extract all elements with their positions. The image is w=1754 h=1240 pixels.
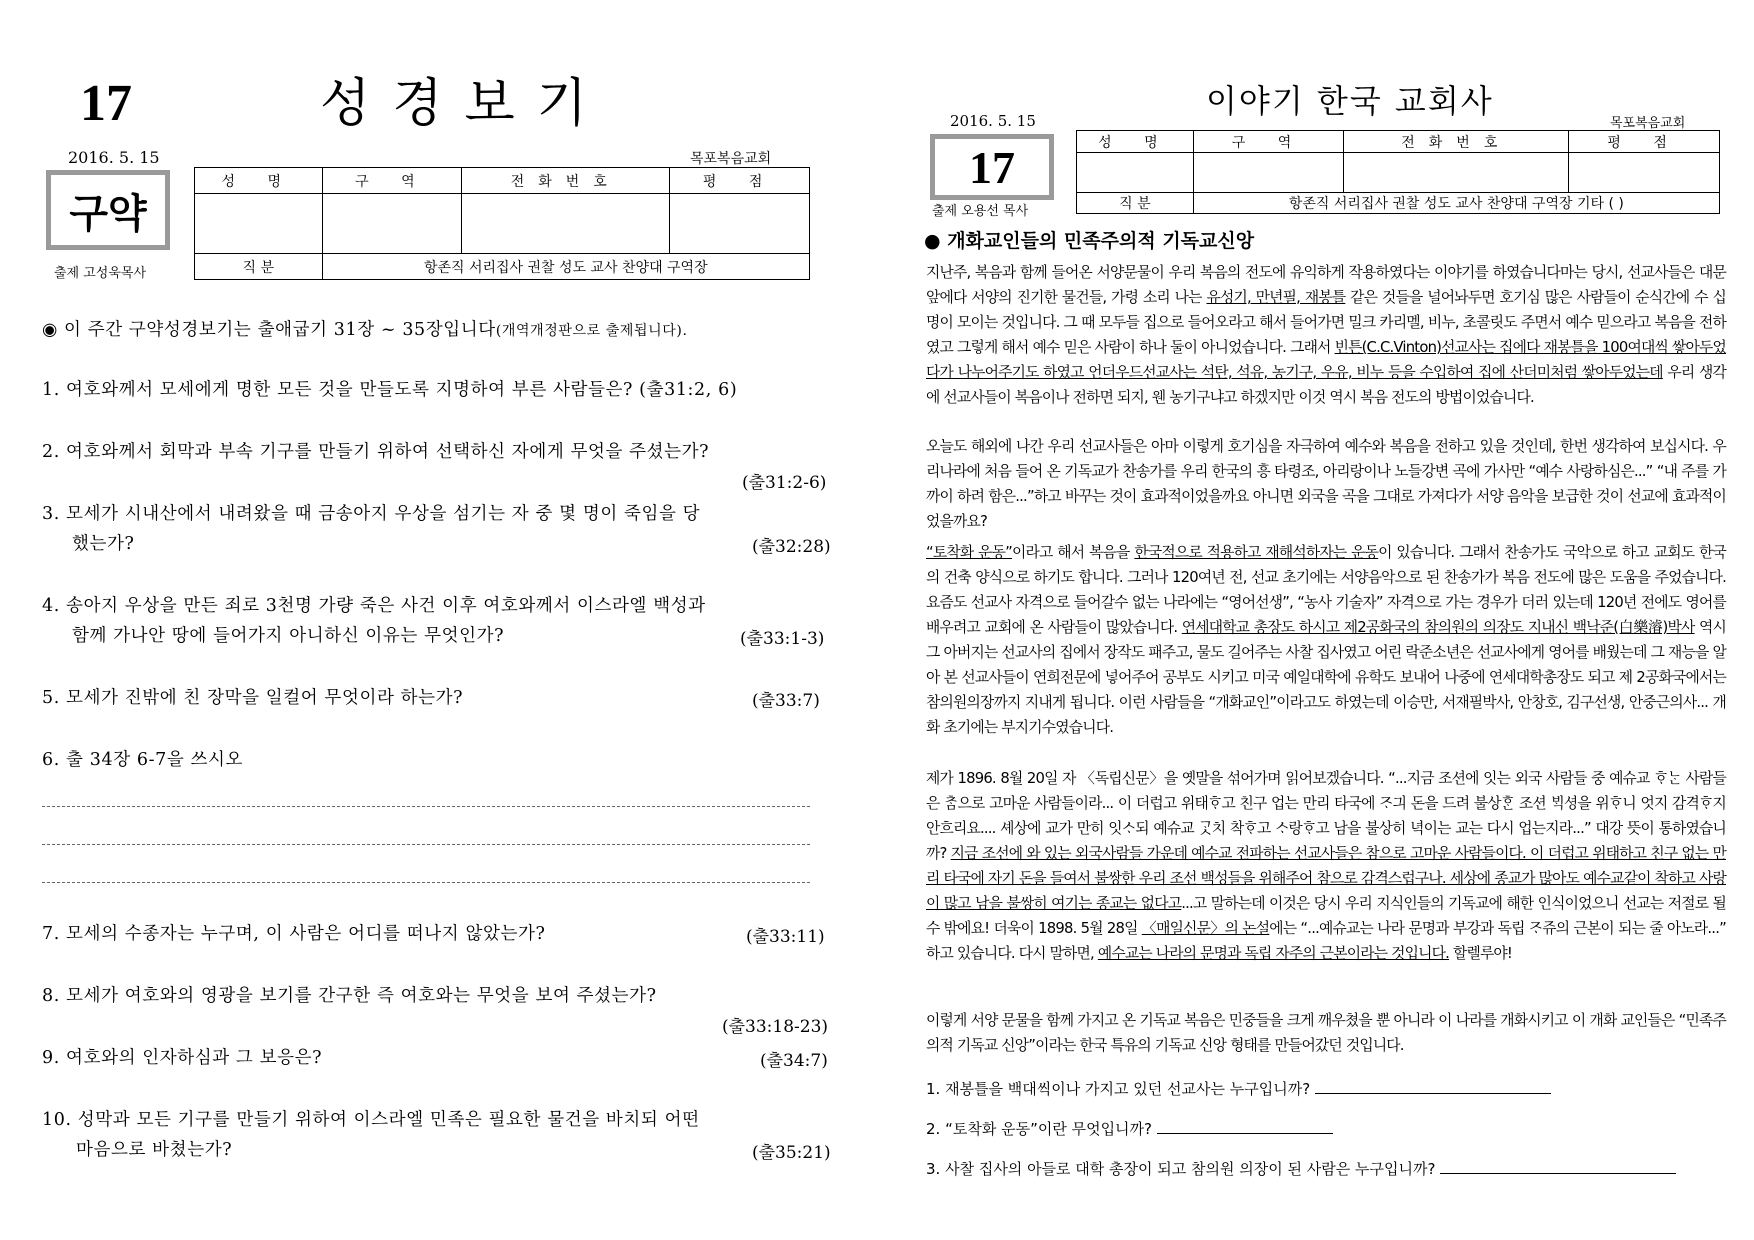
role-label: 직 분 <box>195 254 323 280</box>
testament-badge: 구약 <box>46 170 170 250</box>
district-field[interactable] <box>322 194 462 254</box>
paragraph-1 <box>926 260 1726 410</box>
lesson-number: 17 <box>80 75 132 132</box>
date: 2016. 5. 15 <box>68 148 160 167</box>
question-8: 8. 모세가 여호와의 영광을 보기를 간구한 즉 여호와는 무엇을 보여 주셨는가? <box>42 986 657 1006</box>
answer-line-3[interactable] <box>42 882 810 883</box>
p4-text-d: 할렐루야! <box>1449 945 1513 962</box>
question-4-cont: 함께 가나안 땅에 들어가지 아니하신 이유는 무엇인가? <box>72 626 505 646</box>
name-field[interactable] <box>195 194 323 254</box>
district-field[interactable] <box>1193 153 1344 193</box>
p4-text-b: ...고 말하는데 이것은 당시 우리 지식인들의 기독교에 해한 인식이었으니 선교는 저절로 될 수 밖에요! 더욱이 1898. 5월 28일 <box>926 895 1726 937</box>
history-title: 이야기 한국 교회사 <box>1206 82 1494 120</box>
history-question-1 <box>926 1078 1551 1099</box>
author: 출제 고성욱목사 <box>54 266 147 281</box>
question-3-ref: (출32:28) <box>752 537 831 557</box>
history-info-table <box>1076 130 1720 214</box>
header-phone: 전화번호 <box>462 168 670 194</box>
p1-underline-2: 빈튼(C.C.Vinton)선교사는 집에다 재봉틀을 100여대씩 쌓아두었다가 나누어주기도 하였고 언더우드선교사는 석탄, 석유, 농기구, 우유, 비누 등을 수입하여 집에 산더미처럼 쌓아두었는데 <box>926 339 1726 381</box>
role-options[interactable]: 항존직 서리집사 권찰 성도 교사 찬양대 구역장 기타 ( ) <box>1193 193 1719 214</box>
page-title: 성경보기 <box>320 74 609 134</box>
history-question-1-text: 1. 재봉틀을 백대씩이나 가지고 있던 선교사는 누구입니까? <box>926 1080 1311 1098</box>
history-question-2 <box>926 1118 1333 1139</box>
score-field[interactable] <box>1569 153 1720 193</box>
answer-blank-2[interactable] <box>1157 1118 1333 1134</box>
question-3: 3. 모세가 시내산에서 내려왔을 때 금송아지 우상을 섬기는 자 중 몇 명이 죽임을 당 <box>42 504 701 524</box>
history-question-3 <box>926 1158 1676 1179</box>
header-district: 구 역 <box>322 168 462 194</box>
header-name: 성 명 <box>195 168 323 194</box>
header-score: 평 점 <box>1569 131 1720 153</box>
history-question-2-text: 2. “토착화 운동”이란 무엇입니까? <box>926 1120 1153 1138</box>
p4-underline-1: 지금 조선에 와 있는 외국사람들 가운데 예수교 전파하는 선교사들은 참으로 고마운 사람들이다. 이 더럽고 위태하고 친구 없는 만리 타국에 자기 돈을 들여서 불쌍한 우리 조선 백성들을 위해주어 참으로 감격스럽구나. 세상에 종교가 많아도 예수교같이 착하고 사랑이 많고 남을 불쌍히 여기는 종교는 없다고 <box>926 845 1726 912</box>
question-5-ref: (출33:7) <box>752 691 820 711</box>
question-7-ref: (출33:11) <box>746 927 825 947</box>
p3-text-c: 역시 그 아버지는 선교사의 집에서 장작도 패주고, 물도 길어주는 사찰 집사였고 어린 락준소년은 선교사에게 영어를 배웠는데 그 재능을 알아 본 선교사들이 연희전문에 넣어주어 공부도 시키고 미국 예일대학에 유학도 보내어 나중에 연세대학총장도 되고 제 2공화국에서는 참의원의장까지 지내게 됩니다. 이런 사람들을 “개화교인”이라고도 하였는데 이승만, 서재필박사, 안창호, 김구선생, 안중근의사... 개화 초기에는 부지기수였습니다. <box>926 619 1726 736</box>
question-10-cont: 마음으로 바쳤는가? <box>76 1140 233 1160</box>
intro-line <box>42 316 688 346</box>
question-6: 6. 출 34장 6-7을 쓰시오 <box>42 750 244 770</box>
paragraph-5: 이렇게 서양 문물을 함께 가지고 온 기독교 복음은 민중들을 크게 깨우쳤을 뿐 아니라 이 나라를 개화시키고 이 개화 교인들은 “민족주의적 기독교 신앙”이라는 한국 특유의 기독교 신앙 형태를 만들어갔던 것입니다. <box>926 1012 1726 1054</box>
question-10: 10. 성막과 모든 기구를 만들기 위하여 이스라엘 민족은 필요한 물건을 바치되 어떤 <box>42 1110 700 1130</box>
info-table <box>194 167 810 280</box>
question-4-ref: (출33:1-3) <box>740 629 825 649</box>
p1-underline-1: 유성기, 만년필, 재봉틀 <box>1206 289 1346 306</box>
p4-underline-2: 〈매일신문〉의 논설 <box>1141 920 1270 937</box>
question-1: 1. 여호와께서 모세에게 명한 모든 것을 만들도록 지명하여 부른 사람들은? (출31:2, 6) <box>42 380 738 400</box>
answer-blank-3[interactable] <box>1440 1158 1676 1174</box>
question-8-ref: (출33:18-23) <box>722 1017 829 1037</box>
history-lesson-badge: 17 <box>930 134 1054 200</box>
paragraph-2: 오늘도 해외에 나간 우리 선교사들은 아마 이렇게 호기심을 자극하여 예수와 복음을 전하고 있을 것인데, 한번 생각하여 보십시다. 우리나라에 처음 들어 온 기독교가 찬송가를 우리 한국의 흥 타령조, 아리랑이나 노들강변 곡에 가사만 “예수 사랑하심은...” “내 주를 가까이 하려 함은...”하고 바꾸는 것이 효과적이었을까요 아니면 외국을 곡을 그대로 가져다가 서양 음악을 보급한 것이 선교에 효과적이었을까요? <box>926 438 1726 530</box>
question-2-ref: (출31:2-6) <box>742 473 827 493</box>
p3-underline-1: “토착화 운동” <box>926 544 1012 561</box>
p1-text-c: 우리 생각에 선교사들이 복음이나 전하면 되지, 웬 농기구냐고 하겠지만 이것 역시 복음 전도의 방법이었습니다. <box>926 364 1726 406</box>
p3-underline-2: 한국적으로 적용하고 재해석하자는 운동 <box>1134 544 1379 561</box>
phone-field[interactable] <box>1344 153 1569 193</box>
name-field[interactable] <box>1077 153 1194 193</box>
p4-text-a: 제가 1896. 8월 20일 자 〈독립신문〉을 옛말을 섞어가며 읽어보겠습니다. “...지금 조션에 잇는 외국 사람들 중 예슈교 ᄒᆞᄂᆞᆫ 사람들은 ᄎᆞᆷ으로 고마운 사람들이라... 이 더럽고 위태ᄒᆞ고 친구 업는 만리 타국에 ᄌᆞ긔 돈을 드려 불상ᄒᆞᆫ 조션 ᄇᆡᆨ셩을 위ᄒᆞ니 엇지 감격ᄒᆞ지 안흐리요.... 셰상에 교가 만히 잇ᄉᆞ되 예슈교 ᄀᆞᆺ치 착ᄒᆞ고 ᄉᆞ랑ᄒᆞ고 남을 불상히 녁이는 교는 다시 업는지라...” 대강 뜻이 통하였습니까? <box>926 770 1726 862</box>
answer-line-1[interactable] <box>42 806 810 807</box>
church-name: 목포복음교회 <box>690 151 772 167</box>
intro-note: (개역개정판으로 출제됩니다). <box>495 323 688 339</box>
history-author: 출제 오용선 목사 <box>932 204 1029 219</box>
section-heading: ● 개화교인들의 민족주의적 기독교신앙 <box>924 230 1255 252</box>
history-question-3-text: 3. 사찰 집사의 아들로 대학 총장이 되고 참의원 의장이 된 사람은 누구입니까? <box>926 1160 1436 1178</box>
question-9-ref: (출34:7) <box>760 1051 828 1071</box>
header-score: 평 점 <box>670 168 810 194</box>
phone-field[interactable] <box>462 194 670 254</box>
header-district: 구 역 <box>1193 131 1344 153</box>
question-9: 9. 여호와의 인자하심과 그 보응은? <box>42 1048 323 1068</box>
question-10-ref: (출35:21) <box>752 1143 831 1163</box>
paragraph-4 <box>926 766 1726 966</box>
p1-text-b: 같은 것들을 널어놔두면 호기심 많은 사람들이 순식간에 수 십 명이 모이는 것입니다. 그 때 모두들 집으로 들어오라고 해서 들어가면 밀크 카리멜, 비누, 초콜릿도 주면서 예수 믿으라고 복음을 전하였고 그렇게 해서 예수 믿은 사람이 하나 둘이 아니었습니다. 그래서 <box>926 289 1726 356</box>
question-2: 2. 여호와께서 회막과 부속 기구를 만들기 위하여 선택하신 자에게 무엇을 주셨는가? <box>42 442 710 462</box>
answer-blank-1[interactable] <box>1315 1078 1551 1094</box>
role-label: 직 분 <box>1077 193 1194 214</box>
p4-text-c: 에는 “...예슈교는 나라 문명과 부강과 독립 ᄌᆞ쥬의 근본이 되는 줄 아노라...” 하고 있습니다. 다시 말하면, <box>926 920 1726 962</box>
intro-text: ◉ 이 주간 구약성경보기는 출애굽기 31장 ~ 35장입니다 <box>42 320 496 340</box>
p3-underline-3: 연세대학교 총장도 하시고 제2공화국의 참의원의 의장도 지내신 백낙준(白樂濬)박사 <box>1181 619 1695 636</box>
answer-line-2[interactable] <box>42 844 810 845</box>
score-field[interactable] <box>670 194 810 254</box>
role-options[interactable]: 항존직 서리집사 권찰 성도 교사 찬양대 구역장 <box>322 254 809 280</box>
p3-text-b: 이 있습니다. 그래서 찬송가도 국악으로 하고 교회도 한국의 건축 양식으로 하기도 합니다. 그러나 120여년 전, 선교 초기에는 서양음악으로 된 찬송가가 복음 전도에 많은 도움을 주었습니다. 요즘도 선교사 자격으로 들어갈수 없는 나라에는 “영어선생”, “농사 기술자” 자격으로 가는 경우가 더러 있는데 120년 전에도 영어를 배우려고 교회에 온 사람들이 많았습니다. <box>926 544 1726 636</box>
question-7: 7. 모세의 수종자는 누구며, 이 사람은 어디를 떠나지 않았는가? <box>42 924 546 944</box>
question-5: 5. 모세가 진밖에 친 장막을 일컬어 무엇이라 하는가? <box>42 688 464 708</box>
p4-underline-3: 예수교는 나라의 문명과 독립 자주의 근본이라는 것입니다. <box>1097 945 1450 962</box>
p1-text-a: 지난주, 복음과 함께 들어온 서양문물이 우리 복음의 전도에 유익하게 작용하였다는 이야기를 하였습니다마는 당시, 선교사들은 대문 앞에다 서양의 진기한 물건들, 가령 소리 나는 <box>926 264 1726 306</box>
history-date: 2016. 5. 15 <box>950 112 1036 130</box>
header-phone: 전화번호 <box>1344 131 1569 153</box>
history-church-name: 목포복음교회 <box>1610 116 1686 131</box>
header-name: 성 명 <box>1077 131 1194 153</box>
paragraph-3 <box>926 540 1726 740</box>
question-3-cont: 했는가? <box>72 534 135 554</box>
p3-text-a: 이라고 해서 복음을 <box>1012 544 1135 561</box>
question-4: 4. 송아지 우상을 만든 죄로 3천명 가량 죽은 사건 이후 여호와께서 이스라엘 백성과 <box>42 596 706 616</box>
